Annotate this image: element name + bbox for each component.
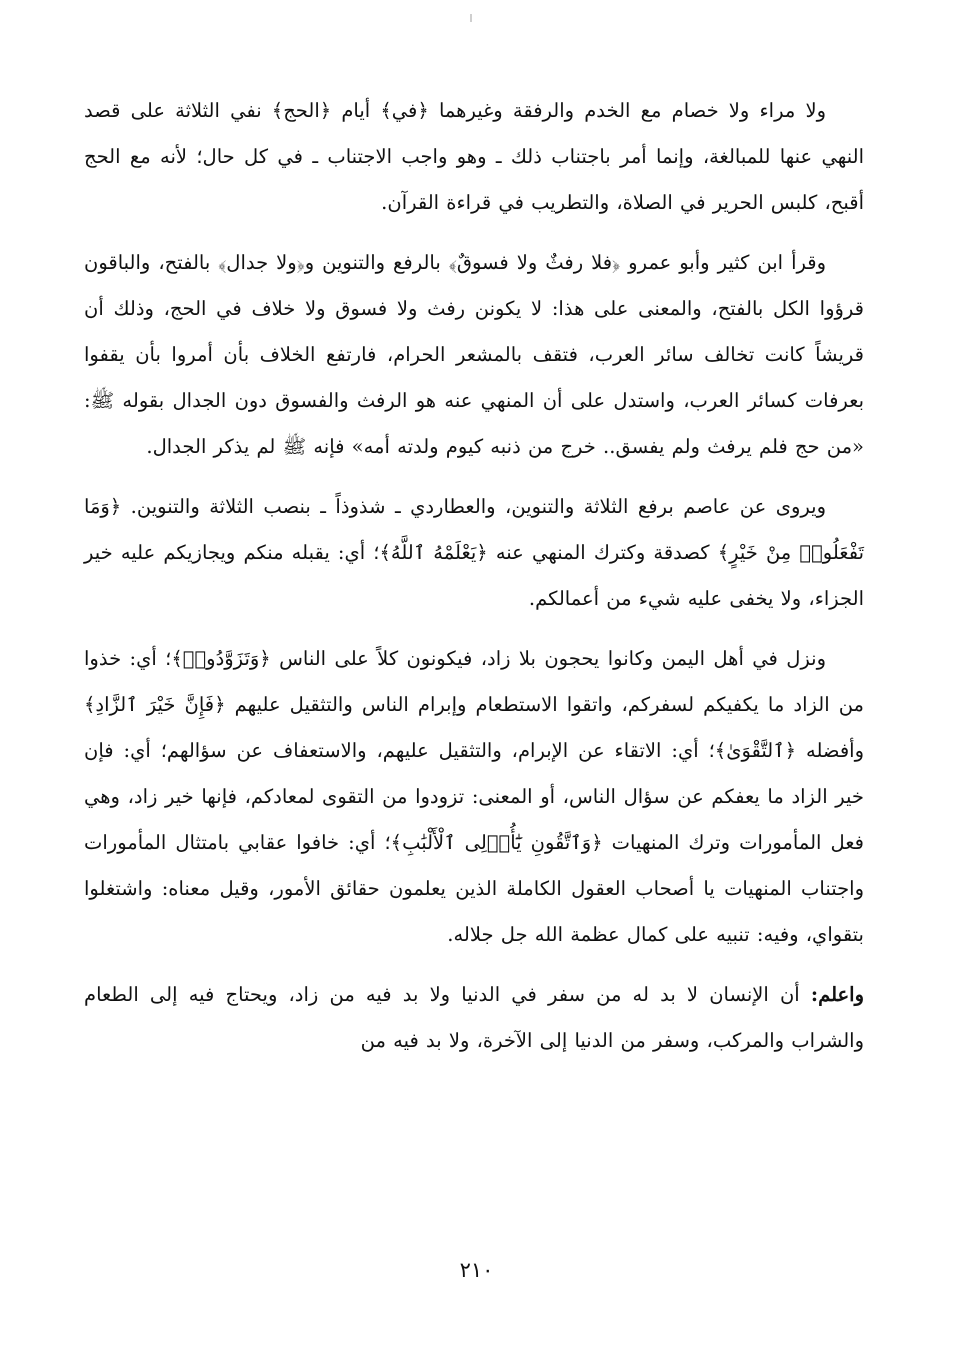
- paragraph-5-lead: واعلم:: [810, 983, 864, 1006]
- paragraph-5-text: أن الإنسان لا بد له من سفر في الدنيا ولا بد فيه من زاد، ويحتاج فيه إلى الطعام والشراب والمركب، وسفر من الدنيا إلى الآخرة، ولا بد فيه من: [84, 983, 864, 1052]
- paragraph-4: ونزل في أهل اليمن وكانوا يحجون بلا زاد، فيكونون كلاً على الناس ﴿وَتَزَوَّدُوا۟﴾؛ أي: خذوا من الزاد ما يكفيكم لسفركم، واتقوا الاستطعام وإبرام الناس والتثقيل عليهم ﴿فَإِنَّ خَيْرَ ٱلزَّادِ﴾ وأفضله ﴿ٱلتَّقْوَىٰ﴾؛ أي: الاتقاء عن الإبرام، والتثقيل عليهم، والاستعفاف عن سؤالهم؛ أي: فإن خير الزاد ما يعفكم عن سؤال الناس، أو المعنى: تزودوا من التقوى لمعادكم، فإنها خير زاد، وهي فعل المأمورات وترك المنهيات ﴿وَٱتَّقُونِ يَٰٓأُو۟لِى ٱلْأَلْبَٰبِ﴾؛ أي: خافوا عقابي بامتثال المأمورات واجتناب المنهيات يا أصحاب العقول الكاملة الذين يعلمون حقائق الأمور، وقيل معناه: واشتغلوا بتقواي، وفيه: تنبيه على كمال عظمة الله جل جلاله.: [84, 647, 864, 946]
- page-body: [84, 88, 864, 1268]
- paragraph-2: وقرأ ابن كثير وأبو عمرو ﴿فلا رفثٌ ولا فسوقٌ﴾ بالرفع والتنوين و﴿ولا جدال﴾ بالفتح، والباقون قرؤوا الكل بالفتح، والمعنى على هذا: لا يكونن رفث ولا فسوق ولا خلاف في الحج، وذلك أن قريشاً كانت تخالف سائر العرب، فتقف بالمشعر الحرام، فارتفع الخلاف بأن أمروا بأن يقفوا بعرفات كسائر العرب، واستدل على أن المنهي عنه هو الرفث والفسوق دون الجدال بقوله ﷺ: «من حج فلم يرفث ولم يفسق.. خرج من ذنبه كيوم ولدته أمه» فإنه ﷺ لم يذكر الجدال.: [84, 251, 864, 458]
- paragraph-3: ويروى عن عاصم برفع الثلاثة والتنوين، والعطاردي ـ شذوذاً ـ بنصب الثلاثة والتنوين. ﴿وَمَا تَفْعَلُوا۟ مِنْ خَيْرٍ﴾ كصدقة وكترك المنهي عنه ﴿يَعْلَمْهُ ٱللَّهُ﴾؛ أي: يقبله منكم ويجازيكم عليه خير الجزاء، ولا يخفى عليه شيء من أعمالكم.: [84, 495, 864, 610]
- scan-mark: [470, 14, 472, 22]
- paragraph-1: ولا مراء ولا خصام مع الخدم والرفقة وغيرهما ﴿في﴾ أيام ﴿الحج﴾ نفي الثلاثة على قصد النهي عنها للمبالغة، وإنما أمر باجتناب ذلك ـ وهو واجب الاجتناب ـ في كل حال؛ لأنه مع الحج أقبح، كلبس الحرير في الصلاة، والتطريب في قراءة القرآن.: [84, 99, 864, 214]
- page-number: ٢١٠: [459, 1258, 494, 1282]
- paragraph-5: [84, 972, 864, 1064]
